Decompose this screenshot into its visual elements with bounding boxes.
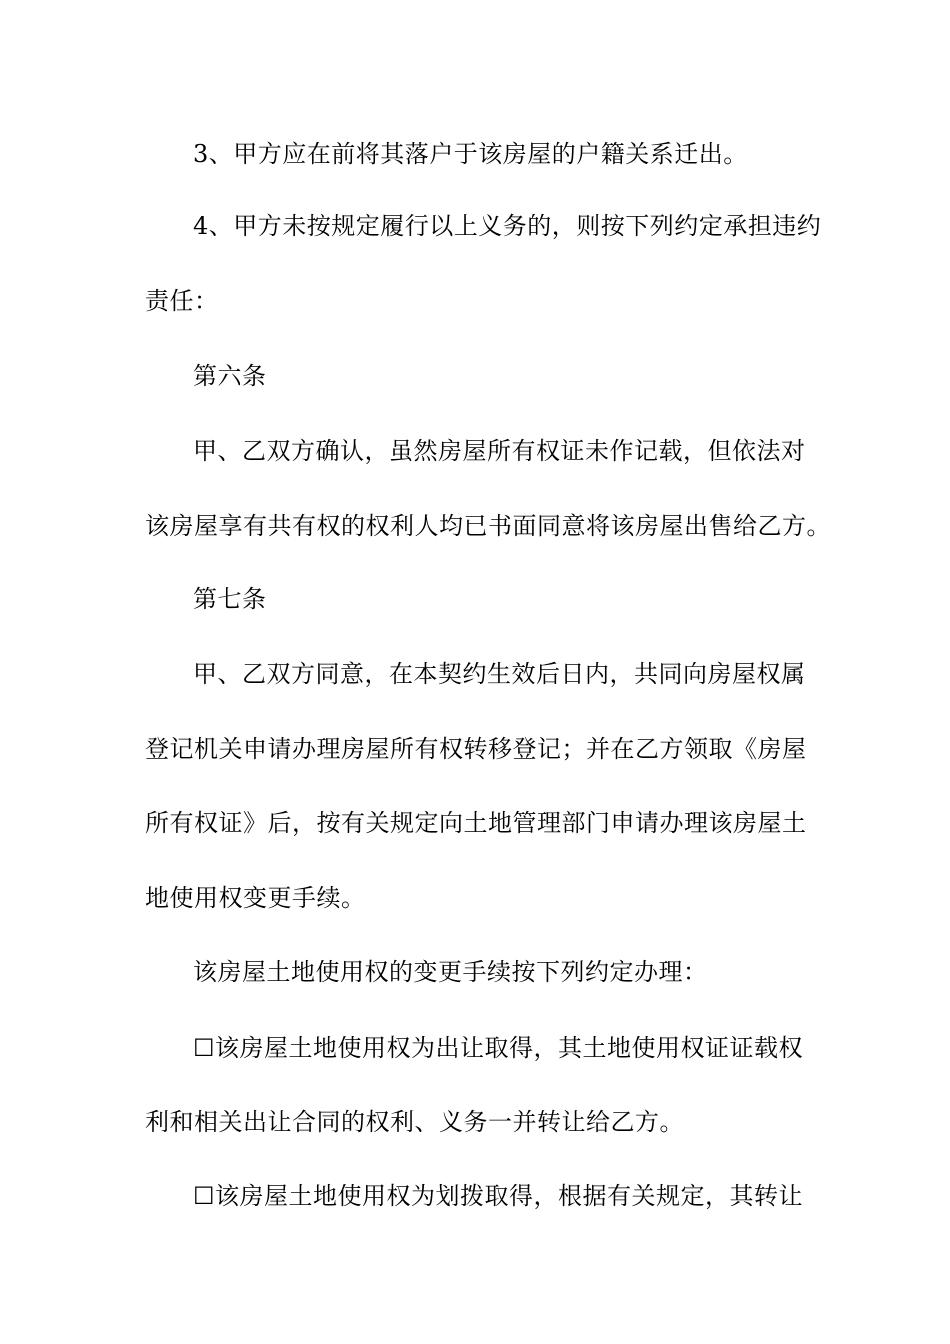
article-7-line-2: 登记机关申请办理房屋所有权转移登记；并在乙方领取《房屋 bbox=[145, 735, 807, 763]
article-7-line-3: 所有权证》后，按有关规定向土地管理部门申请办理该房屋土 bbox=[145, 809, 807, 837]
option-transfer-line-2: 利和相关出让合同的权利、义务一并转让给乙方。 bbox=[145, 1108, 684, 1136]
clause-3-line: 3、甲方应在前将其落户于该房屋的户籍关系迁出。 bbox=[193, 140, 748, 168]
land-use-intro-line: 该房屋土地使用权的变更手续按下列约定办理： bbox=[193, 958, 708, 986]
article-7-heading: 第七条 bbox=[193, 585, 267, 613]
article-6-heading: 第六条 bbox=[193, 362, 267, 390]
article-7-line-4: 地使用权变更手续。 bbox=[145, 884, 366, 912]
article-6-line-2: 该房屋享有共有权的权利人均已书面同意将该房屋出售给乙方。 bbox=[145, 512, 831, 540]
clause-4-line-2: 责任： bbox=[145, 287, 219, 315]
option-transfer-line-1: ☐该房屋土地使用权为出让取得，其土地使用权证证载权 bbox=[193, 1034, 804, 1062]
article-6-line-1: 甲、乙双方确认，虽然房屋所有权证未作记载，但依法对 bbox=[193, 437, 806, 465]
clause-4-line-1: 4、甲方未按规定履行以上义务的，则按下列约定承担违约 bbox=[193, 212, 822, 240]
option-allocation-line-1: ☐该房屋土地使用权为划拨取得，根据有关规定，其转让 bbox=[193, 1182, 804, 1210]
article-7-line-1: 甲、乙双方同意，在本契约生效后日内，共同向房屋权属 bbox=[193, 660, 806, 688]
